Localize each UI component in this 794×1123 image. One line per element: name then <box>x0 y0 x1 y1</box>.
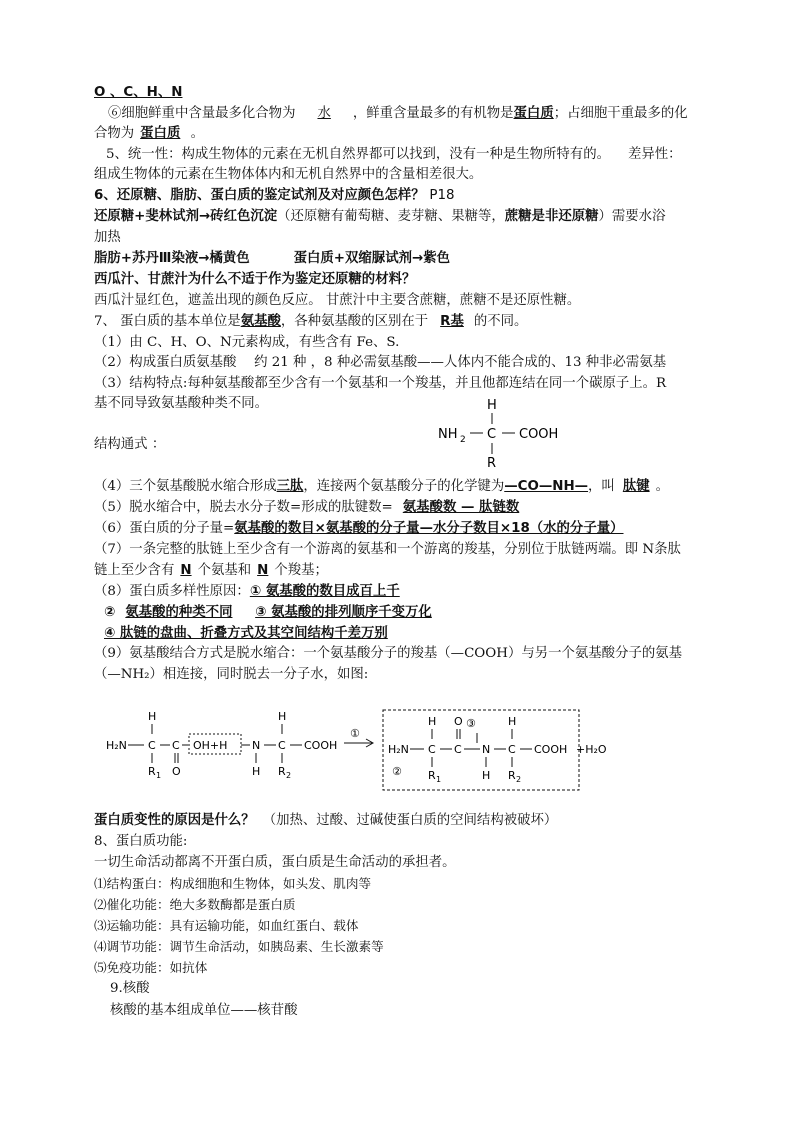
svg-text:O: O <box>454 715 463 728</box>
section-6-heading: 6、还原糖、脂肪、蛋白质的鉴定试剂及对应颜色怎样？ P18 <box>94 188 455 203</box>
answer-peptide-bond: 肽键 <box>622 479 650 494</box>
formula-carboxyl: COOH <box>519 427 559 442</box>
step-3-marker: ③ <box>466 717 476 730</box>
svg-text:C: C <box>454 743 462 756</box>
svg-text:COOH: COOH <box>534 743 568 756</box>
question-juice: 西瓜汁、甘蔗汁为什么不适于作为鉴定还原糖的材料？ <box>94 272 416 287</box>
water-product: +H₂O <box>576 743 607 756</box>
svg-text:C: C <box>278 739 286 752</box>
line-fat-protein-test: 脂肪+苏丹Ⅲ染液→橘黄色 蛋白质+双缩脲试剂→紫色 <box>94 251 450 266</box>
answer-protein: 蛋白质 <box>513 106 554 121</box>
svg-text:H: H <box>482 769 491 782</box>
line-elements <box>94 84 206 102</box>
svg-text:NH: NH <box>438 427 458 442</box>
svg-text:O: O <box>172 765 181 778</box>
answer-r-group: R基 <box>440 314 464 329</box>
function-regulation: ⑷调节功能：调节生命活动，如胰岛素、生长激素等 <box>94 939 384 954</box>
function-structural: ⑴结构蛋白：构成细胞和生物体，如头发、肌肉等 <box>94 876 372 891</box>
line-diversity: （8）蛋白质多样性原因：① 氨基酸的数目成百上千 <box>94 584 400 599</box>
svg-text:2: 2 <box>516 775 522 784</box>
line-nucleotide: 核酸的基本组成单位——核苷酸 <box>110 1003 298 1018</box>
svg-text:R: R <box>508 769 516 782</box>
svg-text:1: 1 <box>436 775 442 784</box>
answer-juice: 西瓜汁显红色，遮盖出现的颜色反应。 甘蔗汁中主要含蔗糖，蔗糖不是还原性糖。 <box>94 293 581 308</box>
line-difference: 组成生物体的元素在生物体体内和无机自然界中的含量相差很大。 <box>94 167 483 182</box>
amino-acid-general-formula <box>430 393 590 473</box>
svg-text:C: C <box>508 743 516 756</box>
line-tripeptide: （4）三个氨基酸脱水缩合形成三肽，连接两个氨基酸分子的化学键为—CO—NH—，叫 肽键 。 <box>94 479 669 494</box>
svg-text:H₂N: H₂N <box>106 739 127 752</box>
section-7-heading: 7、 蛋白质的基本单位是氨基酸，各种氨基酸的区别在于 R基 的不同。 <box>94 314 528 329</box>
step-2-marker: ② <box>392 765 402 778</box>
dehydration-condensation-diagram <box>100 705 640 795</box>
section-8-heading: 8、蛋白质功能: <box>94 834 188 849</box>
structure-label: 结构通式 ： <box>94 437 166 452</box>
svg-text:OH+H: OH+H <box>193 739 228 752</box>
formula-h: H <box>487 398 497 413</box>
step-1-marker: ① <box>350 727 360 740</box>
function-immune: ⑸免疫功能：如抗体 <box>94 960 208 975</box>
svg-text:H: H <box>508 715 517 728</box>
svg-text:2: 2 <box>460 435 466 445</box>
function-catalytic: ⑵催化功能：绝大多数酶都是蛋白质 <box>94 897 296 912</box>
svg-text:2: 2 <box>286 771 292 780</box>
line-fresh-weight: ⑥细胞鲜重中含量最多化合物为 水 ，鲜重含量最多的有机物是蛋白质；占细胞干重最多的化 <box>108 106 688 121</box>
answer-water: 水 <box>317 106 331 121</box>
svg-text:H₂N: H₂N <box>388 743 409 756</box>
svg-text:R: R <box>148 765 156 778</box>
line-dry-weight: 合物为 蛋白质 。 <box>94 126 204 141</box>
svg-text:C: C <box>428 743 436 756</box>
svg-text:H: H <box>428 715 437 728</box>
svg-text:C: C <box>172 739 180 752</box>
formula-carbon: C <box>487 427 497 442</box>
line-denaturation: 蛋白质变性的原因是什么？ （加热、过酸、过碱使蛋白质的空间结构被破坏） <box>94 813 558 828</box>
svg-text:R: R <box>278 765 286 778</box>
svg-text:H: H <box>148 710 157 723</box>
elements-text: O 、C、H、N <box>94 85 183 100</box>
svg-text:H: H <box>278 710 287 723</box>
svg-text:C: C <box>148 739 156 752</box>
line-reducing-sugar: 还原糖+斐林试剂→砖红色沉淀（还原糖有葡萄糖、麦芽糖、果糖等，蔗糖是非还原糖）需要水浴 <box>94 209 666 224</box>
svg-text:N: N <box>482 743 491 756</box>
section-9-heading: 9.核酸 <box>110 981 150 996</box>
svg-text:N: N <box>252 739 261 752</box>
svg-text:1: 1 <box>156 771 162 780</box>
line-unity: 5、统一性：构成生物体的元素在无机自然界都可以找到，没有一种是生物所特有的。 差异性： <box>106 147 682 162</box>
formula-r: R <box>487 456 497 471</box>
function-transport: ⑶运输功能：具有运输功能，如血红蛋白、载体 <box>94 918 359 933</box>
answer-peptide-bond-formula: —CO—NH— <box>504 479 589 494</box>
svg-text:COOH: COOH <box>304 739 338 752</box>
svg-text:R: R <box>428 769 436 782</box>
svg-text:H: H <box>252 765 261 778</box>
answer-protein-2: 蛋白质 <box>140 126 181 141</box>
